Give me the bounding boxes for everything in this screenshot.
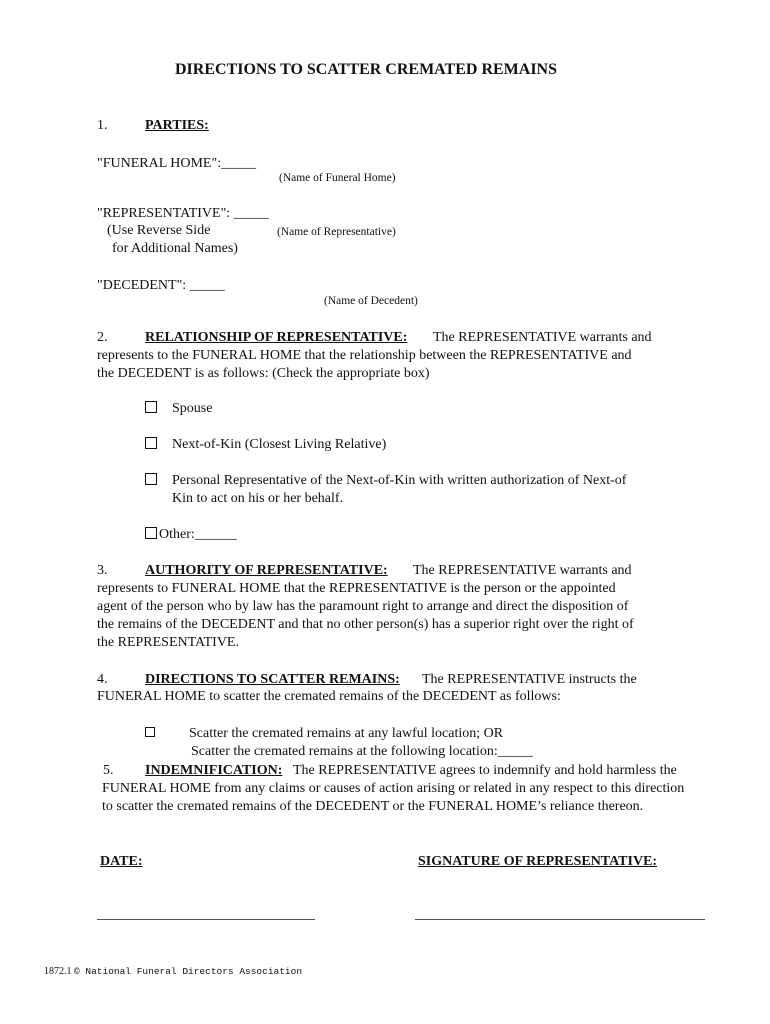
- document-title: DIRECTIONS TO SCATTER CREMATED REMAINS: [175, 61, 557, 78]
- section-5-line-3: to scatter the cremated remains of the DECEDENT or the FUNERAL HOME’s reliance thereon.: [102, 799, 644, 814]
- funeral-home-caption: (Name of Funeral Home): [279, 172, 396, 184]
- specific-location-label[interactable]: Scatter the cremated remains at the following location:_____: [191, 744, 533, 759]
- section-4-heading: DIRECTIONS TO SCATTER REMAINS:: [145, 672, 400, 687]
- section-4-line-1: The REPRESENTATIVE instructs the: [422, 672, 637, 687]
- section-3-heading: AUTHORITY OF REPRESENTATIVE:: [145, 563, 388, 578]
- date-label: DATE:: [100, 854, 143, 869]
- personal-representative-checkbox[interactable]: [145, 473, 157, 485]
- decedent-caption: (Name of Decedent): [324, 295, 418, 307]
- personal-representative-label-2: Kin to act on his or her behalf.: [172, 491, 344, 506]
- funeral-home-field[interactable]: "FUNERAL HOME":_____: [97, 156, 257, 171]
- use-reverse-note-1: (Use Reverse Side: [107, 223, 211, 238]
- other-label[interactable]: Other:______: [159, 527, 237, 542]
- section-3-line-5: the REPRESENTATIVE.: [97, 635, 239, 650]
- section-5-heading: INDEMNIFICATION:: [145, 763, 283, 778]
- section-5-line-1: The REPRESENTATIVE agrees to indemnify and hold harmless the: [293, 763, 677, 778]
- section-1-number: 1.: [97, 118, 108, 133]
- date-line[interactable]: [97, 919, 315, 920]
- signature-line[interactable]: [415, 919, 705, 920]
- representative-field[interactable]: "REPRESENTATIVE": _____: [97, 206, 269, 221]
- use-reverse-note-2: for Additional Names): [112, 241, 238, 256]
- section-3-number: 3.: [97, 563, 108, 578]
- section-4-line-2: FUNERAL HOME to scatter the cremated remains of the DECEDENT as follows:: [97, 689, 561, 704]
- footer: [44, 966, 302, 977]
- next-of-kin-checkbox[interactable]: [145, 437, 157, 449]
- section-5-line-2: FUNERAL HOME from any claims or causes of action arising or related in any respect to this direction: [102, 781, 685, 796]
- decedent-field[interactable]: "DECEDENT": _____: [97, 278, 225, 293]
- other-checkbox[interactable]: [145, 527, 157, 539]
- next-of-kin-label: Next-of-Kin (Closest Living Relative): [172, 437, 387, 452]
- section-5-number: 5.: [103, 763, 114, 778]
- section-1-heading: PARTIES:: [145, 118, 209, 133]
- section-2-line-2: represents to the FUNERAL HOME that the relationship between the REPRESENTATIVE and: [97, 348, 632, 363]
- copyright-notice: © National Funeral Directors Association: [74, 966, 303, 977]
- representative-caption: (Name of Representative): [277, 226, 396, 238]
- section-3-line-2: represents to FUNERAL HOME that the REPRESENTATIVE is the person or the appointed: [97, 581, 616, 596]
- section-2-line-3: the DECEDENT is as follows: (Check the appropriate box): [97, 366, 430, 381]
- section-2-heading: RELATIONSHIP OF REPRESENTATIVE:: [145, 330, 408, 345]
- spouse-checkbox[interactable]: [145, 401, 157, 413]
- section-2-number: 2.: [97, 330, 108, 345]
- section-2-line-1: The REPRESENTATIVE warrants and: [433, 330, 652, 345]
- section-3-line-1: The REPRESENTATIVE warrants and: [413, 563, 632, 578]
- section-3-line-3: agent of the person who by law has the paramount right to arrange and direct the disposition of: [97, 599, 629, 614]
- section-3-line-4: the remains of the DECEDENT and that no other person(s) has a superior right over the right of: [97, 617, 634, 632]
- signature-label: SIGNATURE OF REPRESENTATIVE:: [418, 854, 658, 869]
- section-4-number: 4.: [97, 672, 108, 687]
- lawful-location-checkbox[interactable]: [145, 727, 155, 737]
- lawful-location-label: Scatter the cremated remains at any lawful location; OR: [189, 726, 504, 741]
- spouse-label: Spouse: [172, 401, 213, 416]
- form-number: 1872.1: [44, 966, 72, 977]
- personal-representative-label-1: Personal Representative of the Next-of-Kin with written authorization of Next-of: [172, 473, 627, 488]
